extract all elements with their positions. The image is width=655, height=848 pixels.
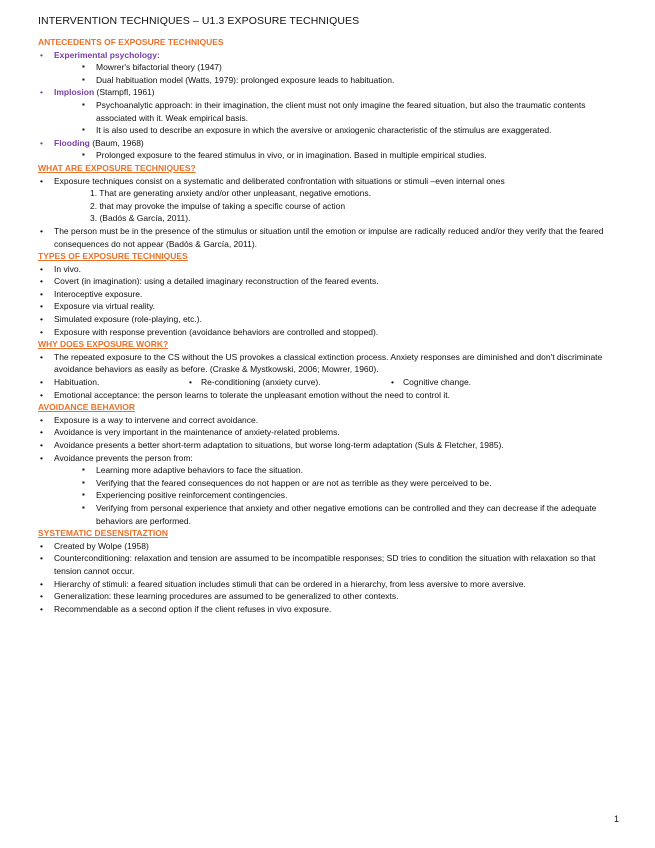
types-list [38, 263, 615, 339]
implosion-citation: (Stampfl, 1961) [94, 87, 155, 98]
list-item: • Emotional acceptance: the person learns to tolerate the unpleasant emotion without the need to control it. [38, 389, 615, 402]
section-avoidance [38, 401, 615, 527]
systematic-list [38, 540, 615, 616]
list-item: ▪ Learning more adaptive behaviors to face the situation. [78, 464, 615, 477]
list-item: • Recommendable as a second option if the client refuses in vivo exposure. [38, 603, 615, 616]
what-are-numbered [54, 187, 615, 225]
list-item [38, 175, 615, 225]
why-list [38, 351, 615, 401]
avoidance-prevents: Avoidance prevents the person from: [54, 452, 193, 463]
document-title: INTERVENTION TECHNIQUES – U1.3 EXPOSURE TECHNIQUES [38, 15, 360, 27]
antecedents-list [38, 49, 615, 162]
list-item: ▪ Experiencing positive reinforcement contingencies. [78, 489, 615, 502]
list-item: • The person must be in the presence of the stimulus or situation until the emotion or impulse are radically reduced and/or they verify that the feared consequences do not appear (Badós & García, 2011). [38, 225, 615, 250]
what-are-list [38, 175, 615, 251]
numbered-item: 3. (Badós & García, 2011). [90, 213, 191, 224]
list-item: ▪ Psychoanalytic approach: in their imagination, the client must not only imagine the feared situation, but also the traumatic contents associated with it. Weak empirical basis. [78, 99, 615, 124]
list-item: • Interoceptive exposure. [38, 288, 615, 301]
antecedent-flooding [38, 137, 615, 162]
section-what-are [38, 162, 615, 250]
avoidance-list [38, 414, 615, 527]
heading-types: TYPES OF EXPOSURE TECHNIQUES [38, 251, 188, 262]
row-cell: • Re-conditioning (anxiety curve). [189, 376, 391, 389]
list-item: • Generalization: these learning procedures are assumed to be generalized to other contexts. [38, 590, 615, 603]
section-why [38, 338, 615, 401]
list-item: ▪ Verifying from personal experience that anxiety and other negative emotions can be controlled and they can decrease if the adequate behaviors are performed. [78, 502, 615, 527]
numbered-item: 1. That are generating anxiety and/or other unpleasant, negative emotions. [90, 188, 372, 199]
list-item: • Simulated exposure (role-playing, etc.). [38, 313, 615, 326]
antecedent-experimental [38, 49, 615, 87]
row-cell: • Habituation. [54, 377, 100, 388]
heading-what-are: WHAT ARE EXPOSURE TECHNIQUES? [38, 162, 196, 173]
flooding-sublist [54, 149, 615, 162]
list-item [38, 452, 615, 528]
implosion-sublist [54, 99, 615, 137]
list-item: • Covert (in imagination): using a detailed imaginary reconstruction of the feared events. [38, 275, 615, 288]
section-antecedents [38, 36, 615, 162]
section-types [38, 250, 615, 338]
term-implosion: Implosion [54, 87, 95, 98]
why-row [54, 376, 615, 389]
heading-antecedents: ANTECEDENTS OF EXPOSURE TECHNIQUES [38, 37, 224, 47]
list-item: • Exposure is a way to intervene and correct avoidance. [38, 414, 615, 427]
page-number: 1 [613, 814, 619, 825]
flooding-citation: (Baum, 1968) [89, 137, 144, 148]
avoidance-sublist [54, 464, 615, 527]
term-flooding: Flooding [54, 137, 90, 148]
list-item: • Created by Wolpe (1958) [38, 540, 615, 553]
heading-avoidance: AVOIDANCE BEHAVIOR [38, 402, 135, 413]
list-item: ▪ It is also used to describe an exposure in which the aversive or anxiogenic characteristic of the stimulus are exaggerated. [78, 124, 615, 137]
antecedent-implosion [38, 86, 615, 136]
list-item: • Hierarchy of stimuli: a feared situation includes stimuli that can be ordered in a hierarchy, from less aversive to more aversive. [38, 578, 615, 591]
section-systematic [38, 527, 615, 615]
list-item: • Exposure with response prevention (avoidance behaviors are controlled and stopped). [38, 326, 615, 339]
list-item: • In vivo. [38, 263, 615, 276]
list-item: ▪ Prolonged exposure to the feared stimulus in vivo, or in imagination. Based in multiple empirical studies. [78, 149, 615, 162]
list-item: • The repeated exposure to the CS without the US provokes a classical extinction process. Anxiety responses are diminished and don't discriminate avoidance behaviors as easily as before. (Craske & Mystkowski, 2006; Mowrer, 1960). [38, 351, 615, 376]
term-experimental: Experimental psychology: [54, 49, 160, 60]
list-item: • Avoidance presents a better short-term adaptation to situations, but worse long-term adaptation (Suls & Fletcher, 1985). [38, 439, 615, 452]
list-item: • Exposure via virtual reality. [38, 300, 615, 313]
list-item: • Avoidance is very important in the maintenance of anxiety-related problems. [38, 426, 615, 439]
heading-systematic: SYSTEMATIC DESENSITAZTION [38, 528, 169, 539]
heading-why: WHY DOES EXPOSURE WORK? [38, 339, 169, 350]
list-item: ▪ Mowrer's bifactorial theory (1947) [78, 61, 615, 74]
list-item: ▪ Dual habituation model (Watts, 1979): prolonged exposure leads to habituation. [78, 74, 615, 87]
what-are-intro: Exposure techniques consist on a systematic and deliberated confrontation with situations or stimuli –even internal ones [54, 175, 505, 186]
list-item: ▪ Verifying that the feared consequences do not happen or are not as terrible as they were perceived to be. [78, 477, 615, 490]
list-item: • Counterconditioning: relaxation and tension are assumed to be incompatible responses; SD tries to condition the situation with relaxation so that tension cannot occur. [38, 552, 615, 577]
experimental-sublist [54, 61, 615, 86]
numbered-item: 2. that may provoke the impulse of taking a specific course of action [90, 200, 346, 211]
row-cell: • Cognitive change. [391, 376, 471, 389]
why-row-item [38, 376, 615, 389]
